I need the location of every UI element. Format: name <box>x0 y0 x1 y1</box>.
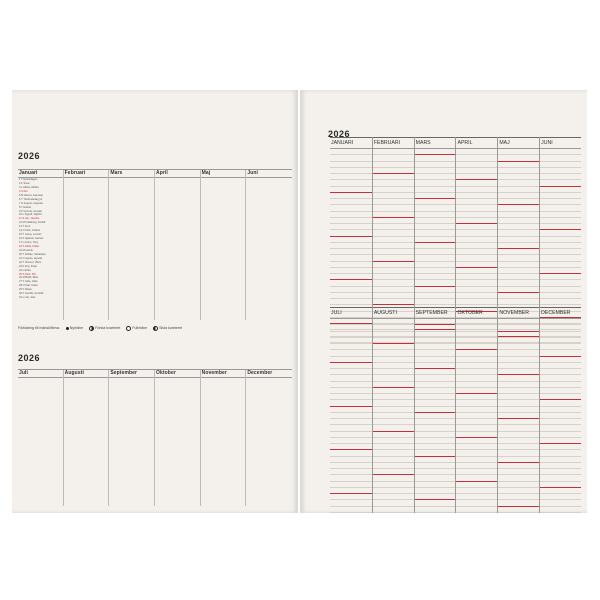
left-page <box>12 90 298 513</box>
month-column <box>18 170 64 320</box>
month-heading: DECEMBER <box>540 307 581 319</box>
month-heading: Maj <box>201 170 246 178</box>
day-entry: 20 T Fabian, Sebastian <box>19 252 46 256</box>
month-column <box>155 170 201 320</box>
day-entry: 13 T Knut <box>19 225 31 229</box>
month-heading: OKTOBER <box>456 307 497 319</box>
month-column <box>109 370 155 506</box>
day-entry: 14 O Felix, Felicia <box>19 229 40 233</box>
month-heading: JUNI <box>540 137 581 149</box>
day-entry: 23 F Frej, Freja <box>19 264 37 268</box>
day-entry: 3 L Alfred, Alfrida <box>19 185 39 189</box>
month-column <box>64 370 110 506</box>
day-entry: 5 M Hanna, Hannele <box>19 193 43 197</box>
legend-first-quarter: Första kvarteret <box>89 326 120 330</box>
day-entry: 31 L Ivar, Joar <box>19 296 36 300</box>
day-entry <box>18 496 63 500</box>
full-moon-icon <box>126 326 131 331</box>
date-row[interactable] <box>540 507 581 513</box>
date-row[interactable] <box>456 507 497 513</box>
day-entry: 11 S Jan, Jannike <box>19 217 40 221</box>
day-entry: 21 O Agnes, Agneta <box>19 256 43 260</box>
day-entry: 29 T Diana <box>19 288 32 292</box>
day-entry: 15 T Laura, Lorentz <box>19 233 42 237</box>
day-entry: 26 M Bodil, Boel <box>19 276 38 280</box>
day-entry: 28 O Karl, Karla <box>19 284 38 288</box>
month-heading: FEBRUARI <box>373 137 414 149</box>
day-entry: 6 T Trettondedag jul <box>19 197 42 201</box>
month-heading: November <box>201 370 246 378</box>
month-heading: Augusti <box>64 370 109 378</box>
day-entry: 2 F Svea <box>19 181 30 185</box>
day-entry: 7 O August, Augusta <box>19 201 43 205</box>
day-entry: 9 F Gunnar, Gunder <box>19 209 43 213</box>
new-moon-icon <box>66 327 69 330</box>
month-heading: December <box>246 370 292 378</box>
month-column <box>330 307 372 513</box>
day-entry <box>201 496 246 500</box>
date-row[interactable] <box>498 507 539 513</box>
day-entry <box>155 496 200 500</box>
date-row[interactable] <box>415 507 456 513</box>
month-heading: MAJ <box>498 137 539 149</box>
month-column <box>64 170 110 320</box>
name-days-second-half <box>18 369 292 506</box>
day-entry: 8 T Erland <box>19 205 31 209</box>
month-heading: Januari <box>18 170 63 178</box>
month-column <box>246 170 292 320</box>
day-entry: 22 T Vincent, Viktor <box>19 260 42 264</box>
month-heading: Mars <box>109 170 154 178</box>
month-heading: SEPTEMBER <box>415 307 456 319</box>
day-entry <box>155 296 200 300</box>
day-entry <box>246 296 292 300</box>
day-entry: 30 F Gunilla, Gunhild <box>19 292 44 296</box>
month-heading: AUGUSTI <box>373 307 414 319</box>
right-page <box>300 90 587 513</box>
day-entry: 12 M Frideborg, Fridolf <box>19 221 46 225</box>
month-heading: Juli <box>18 370 63 378</box>
legend-title: Förklaring till mänskiftena: <box>18 326 60 331</box>
month-column <box>201 170 247 320</box>
day-entry: 27 T Göte, Göta <box>19 280 38 284</box>
date-row[interactable] <box>330 507 372 513</box>
month-column <box>455 307 497 513</box>
day-entry: 10 L Sigurd, Sigbritt <box>19 213 42 217</box>
month-column <box>539 307 581 513</box>
month-heading: Oktober <box>155 370 200 378</box>
date-row[interactable] <box>373 507 414 513</box>
month-column <box>201 370 247 506</box>
day-entry: 24 L Erika <box>19 268 31 272</box>
month-heading: September <box>109 370 154 378</box>
month-heading: April <box>155 170 200 178</box>
month-column <box>497 307 539 513</box>
year-heading-top: 2026 <box>18 151 41 161</box>
month-heading: Juni <box>246 170 292 178</box>
year-heading-right: 2026 <box>328 129 351 139</box>
month-column <box>109 170 155 320</box>
legend-new-moon: Nymåne <box>66 326 83 330</box>
day-entry: 18 S Hilda, Hildur <box>19 244 40 248</box>
day-entry: 1 T Nyårsdagen <box>19 178 38 181</box>
month-column <box>18 370 64 506</box>
year-overview-second-half <box>330 307 581 513</box>
day-entry: 19 M Henrik <box>19 248 33 252</box>
day-entry <box>246 496 292 500</box>
month-column <box>155 370 201 506</box>
month-heading: JANUARI <box>330 137 372 149</box>
month-heading: JULI <box>330 307 372 319</box>
month-column <box>372 307 414 513</box>
last-quarter-icon <box>153 326 158 331</box>
name-days-first-half <box>18 169 292 320</box>
first-quarter-icon <box>89 326 94 331</box>
year-heading-bottom: 2026 <box>18 353 41 363</box>
day-entry: 4 S Rut <box>19 189 28 193</box>
month-heading: APRIL <box>456 137 497 149</box>
month-column <box>246 370 292 506</box>
day-entry <box>109 296 154 300</box>
day-entry: 25 S Paul, Pål <box>19 272 36 276</box>
month-column <box>414 307 456 513</box>
month-heading: Februari <box>64 170 109 178</box>
day-entry <box>64 296 109 300</box>
legend-last-quarter: Sista kvarteret <box>153 326 182 330</box>
legend-full-moon: Fullmåne <box>126 326 147 330</box>
day-entry <box>64 496 109 500</box>
month-heading: NOVEMBER <box>498 307 539 319</box>
month-heading: MARS <box>415 137 456 149</box>
day-entry <box>201 296 246 300</box>
day-entry: 16 F Hjalmar, Helmer <box>19 237 44 241</box>
day-entry: 17 L Anton, Tony <box>19 241 39 244</box>
moon-phase-legend <box>18 326 187 331</box>
day-entry <box>109 496 154 500</box>
